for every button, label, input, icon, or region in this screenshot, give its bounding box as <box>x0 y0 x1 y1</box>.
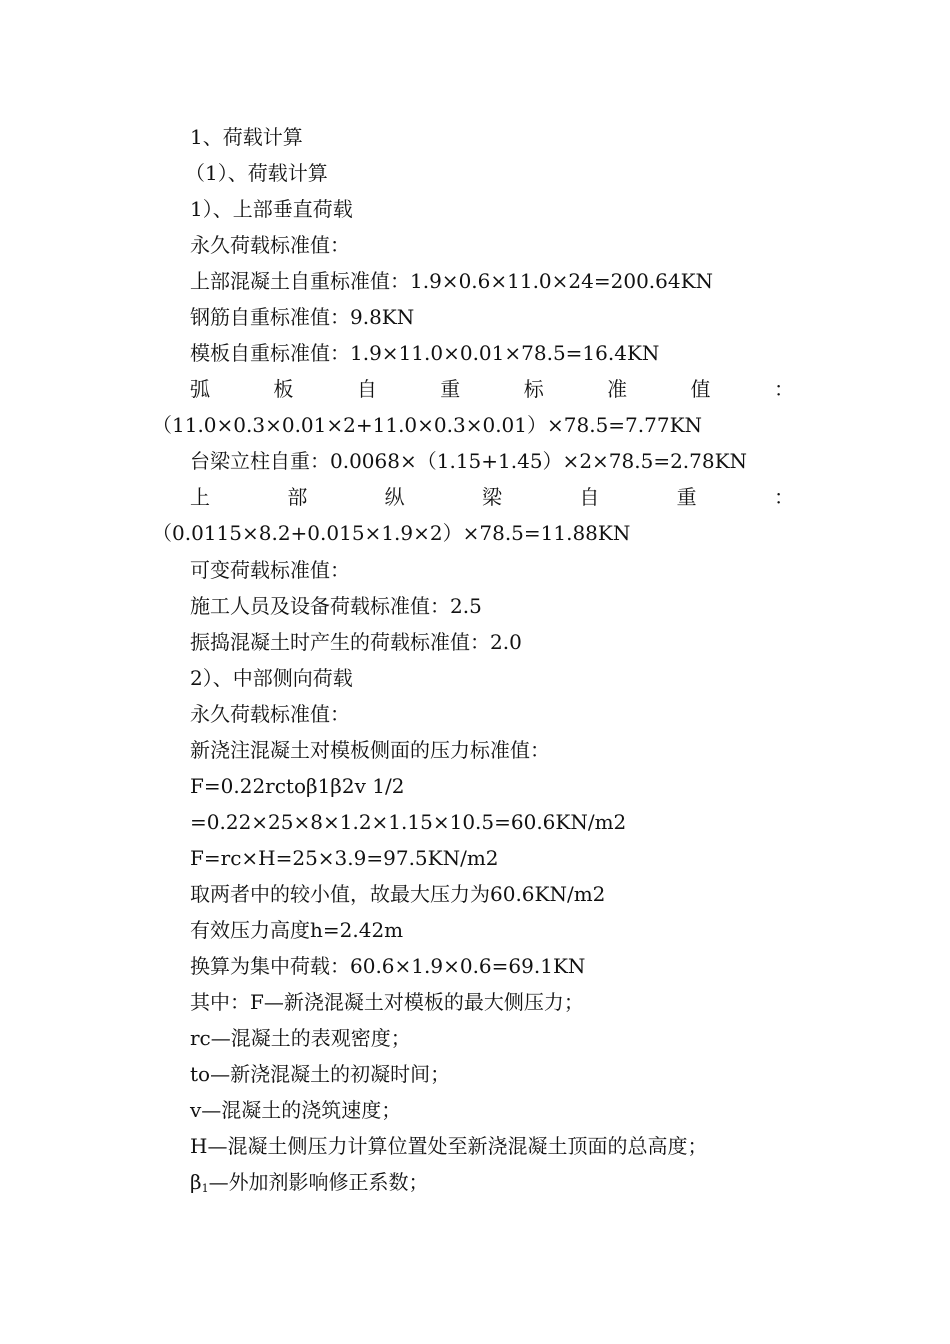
paragraph-line <box>0 1164 950 1200</box>
paragraph-line <box>0 984 950 1020</box>
paragraph-line <box>0 696 950 732</box>
text-line: 施工人员及设备荷载标准值：2.5 <box>190 594 482 618</box>
word: ： <box>773 485 794 509</box>
justified-words <box>190 479 794 515</box>
text-line: to—新浇混凝土的初凝时间； <box>190 1062 451 1086</box>
subsection-heading <box>0 191 950 227</box>
justified-line <box>0 371 950 407</box>
beta-symbol: β <box>190 1170 202 1194</box>
paragraph-line <box>0 443 950 479</box>
subsection-heading <box>0 155 950 191</box>
paragraph-line <box>0 1020 950 1056</box>
paragraph-line <box>0 299 950 335</box>
word: 部 <box>287 485 308 509</box>
formula-line <box>0 804 950 840</box>
word: ： <box>773 377 794 401</box>
paragraph-line <box>0 912 950 948</box>
text-line: （11.0×0.3×0.01×2+11.0×0.3×0.01）×78.5=7.77KN <box>152 413 703 437</box>
paragraph-line <box>0 624 950 660</box>
text-line: 取两者中的较小值，故最大压力为60.6KN/m2 <box>190 882 606 906</box>
paragraph-line <box>0 876 950 912</box>
text-line: 2）、中部侧向荷载 <box>190 666 353 690</box>
section-heading <box>0 119 950 155</box>
text-line: 永久荷载标准值： <box>190 702 350 726</box>
paragraph-line <box>0 1128 950 1164</box>
text-line: 振捣混凝土时产生的荷载标准值：2.0 <box>190 630 522 654</box>
text-line: （1）、荷载计算 <box>185 161 328 185</box>
text-line: rc—混凝土的表观密度； <box>190 1026 411 1050</box>
subscript: 1 <box>201 1182 209 1195</box>
text-line: 上部混凝土自重标准值：1.9×0.6×11.0×24=200.64KN <box>190 269 714 293</box>
word: 标 <box>523 377 544 401</box>
paragraph-line <box>0 552 950 588</box>
paragraph-line <box>0 335 950 371</box>
text-line: =0.22×25×8×1.2×1.15×10.5=60.6KN/m2 <box>190 810 627 834</box>
text-line: 可变荷载标准值： <box>190 558 350 582</box>
text-run: —外加剂影响修正系数； <box>208 1170 429 1194</box>
text-line: 永久荷载标准值： <box>190 233 350 257</box>
paragraph-line <box>0 1056 950 1092</box>
paragraph-line <box>0 588 950 624</box>
text-line <box>190 1164 429 1207</box>
text-line: （0.0115×8.2+0.015×1.9×2）×78.5=11.88KN <box>152 521 631 545</box>
paragraph-line <box>0 227 950 263</box>
text-line: F=rc×H=25×3.9=97.5KN/m2 <box>190 846 499 870</box>
word: 准 <box>607 377 628 401</box>
text-line: 1、荷载计算 <box>190 125 303 149</box>
word: 弧 <box>190 377 210 401</box>
paragraph-line <box>0 948 950 984</box>
text-line: 模板自重标准值：1.9×11.0×0.01×78.5=16.4KN <box>190 341 660 365</box>
paragraph-line <box>0 515 950 551</box>
justified-words <box>190 371 794 407</box>
text-line: v—混凝土的浇筑速度； <box>190 1098 402 1122</box>
text-line: 有效压力高度h=2.42m <box>190 918 404 942</box>
text-line: 1）、上部垂直荷载 <box>190 197 353 221</box>
formula-line <box>0 840 950 876</box>
word: 自 <box>579 485 600 509</box>
paragraph-line <box>0 263 950 299</box>
word: 板 <box>273 377 294 401</box>
text-line: 新浇注混凝土对模板侧面的压力标准值： <box>190 738 550 762</box>
word: 上 <box>190 485 210 509</box>
word: 自 <box>356 377 377 401</box>
word: 纵 <box>384 485 405 509</box>
word: 重 <box>440 377 461 401</box>
text-line: F=0.22rctoβ1β2v 1/2 <box>190 774 405 798</box>
justified-line <box>0 479 950 515</box>
subsection-heading <box>0 660 950 696</box>
word: 重 <box>676 485 697 509</box>
text-line: 换算为集中荷载：60.6×1.9×0.6=69.1KN <box>190 954 586 978</box>
text-line: 台梁立柱自重：0.0068×（1.15+1.45）×2×78.5=2.78KN <box>190 449 748 473</box>
text-line: 其中：F—新浇混凝土对模板的最大侧压力； <box>190 990 584 1014</box>
paragraph-line <box>0 1092 950 1128</box>
paragraph-line <box>0 407 950 443</box>
paragraph-line <box>0 732 950 768</box>
text-line: 钢筋自重标准值：9.8KN <box>190 305 415 329</box>
formula-line <box>0 768 950 804</box>
word: 值 <box>690 377 711 401</box>
word: 梁 <box>481 485 502 509</box>
text-line: H—混凝土侧压力计算位置处至新浇混凝土顶面的总高度； <box>190 1134 708 1158</box>
